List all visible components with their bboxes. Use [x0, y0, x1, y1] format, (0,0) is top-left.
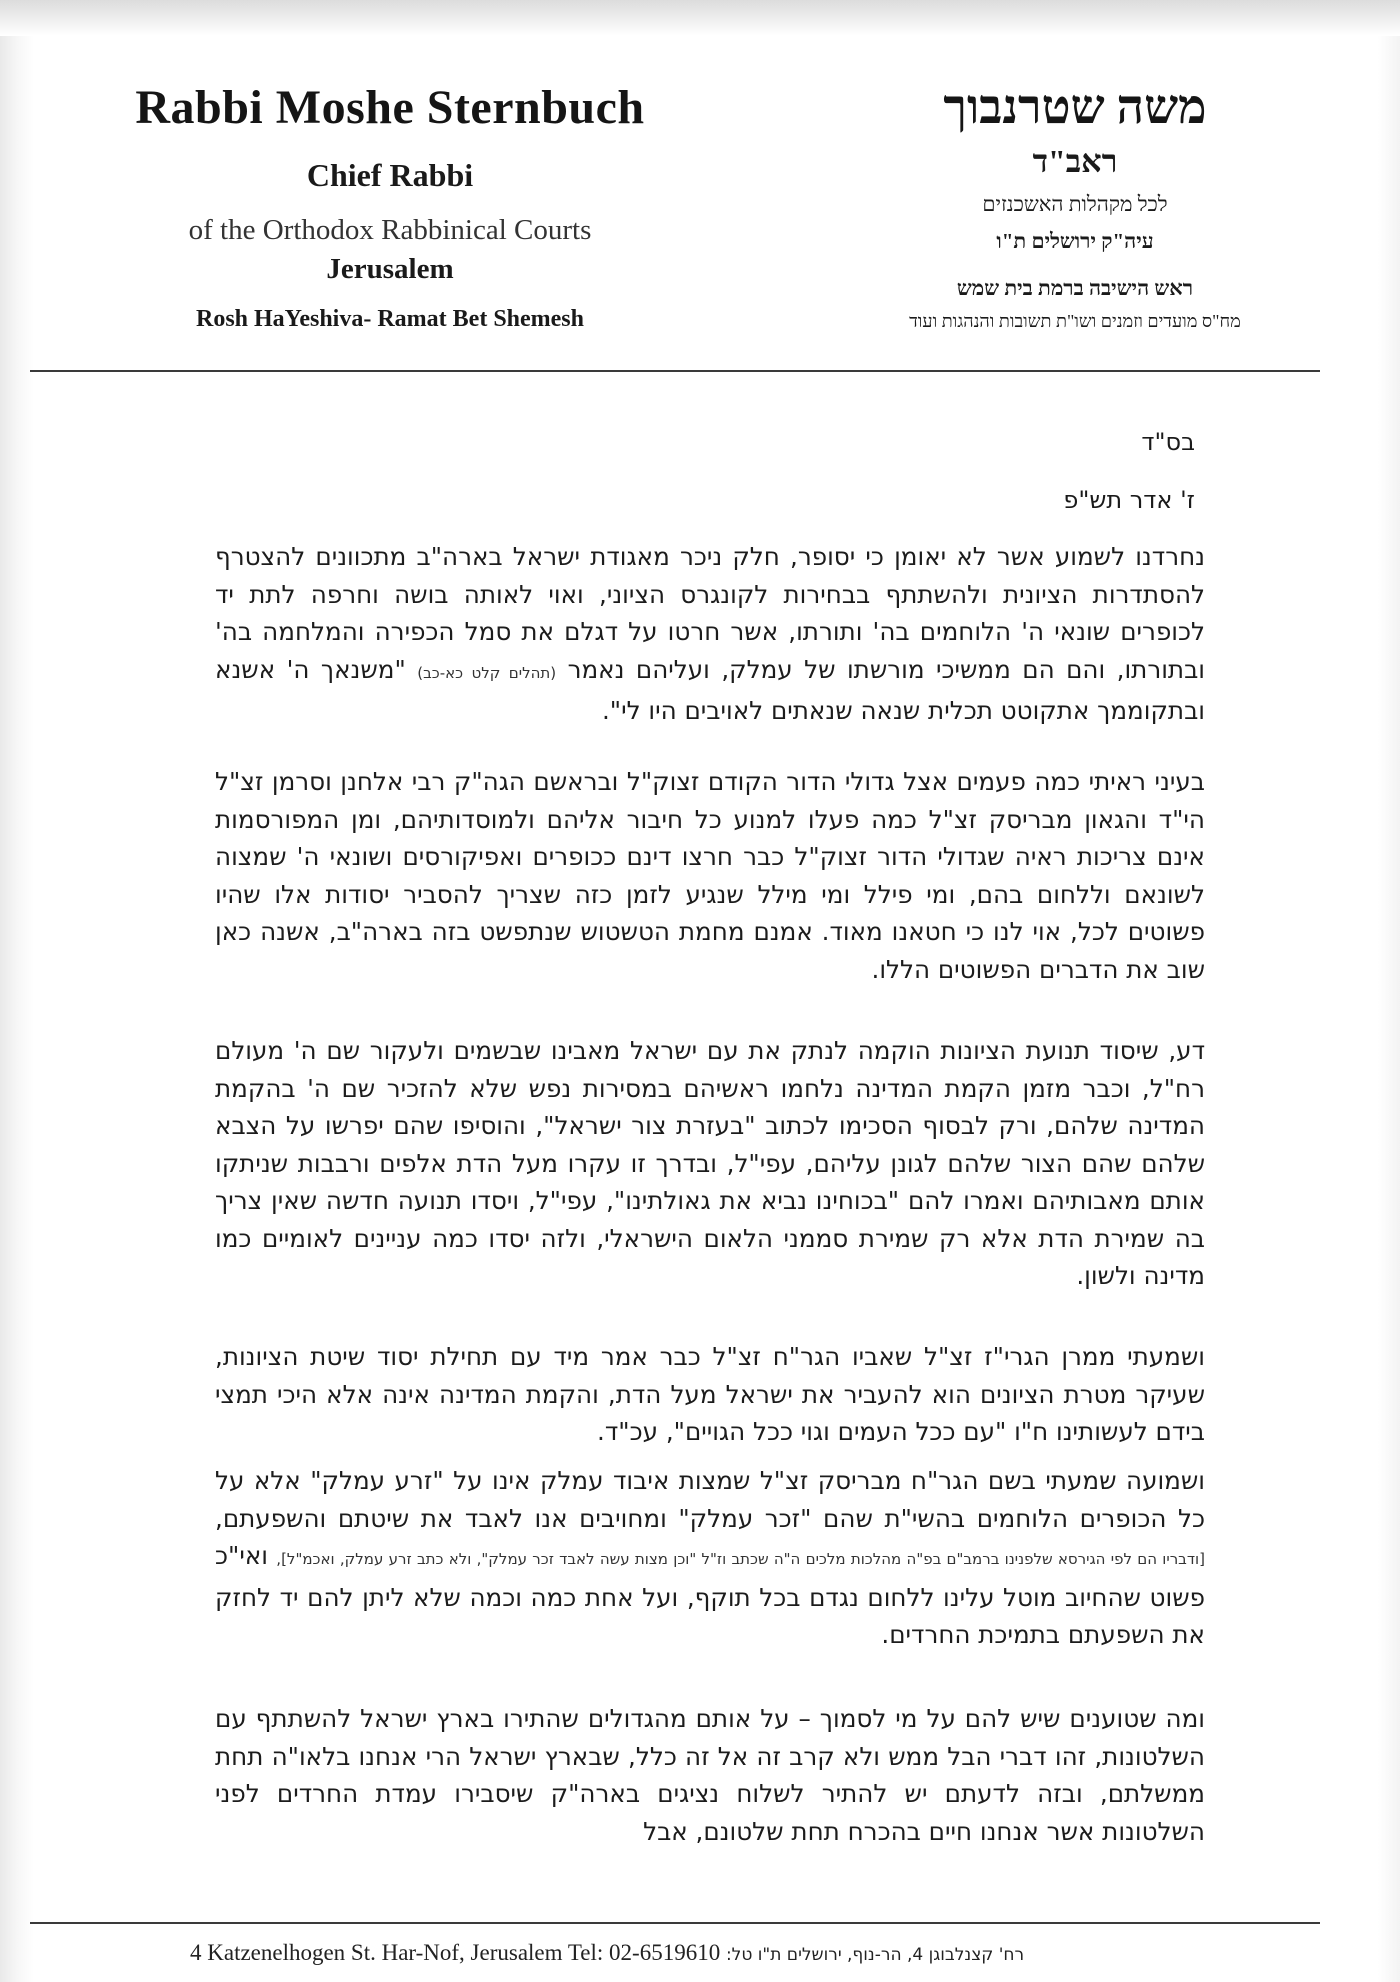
paragraph-1-text: נחרדנו לשמוע אשר לא יאומן כי יסופר, חלק ניכר מאגודת ישראל בארה"ב מתכוונים להצטרף להסתדרות הציונית ולהשתתף בבחירות לקונגרס הציוני, ואוי לאותה בושה וחרפה לתת יד לכופרים שונאי ה' הלוחמים בה' ותורתו, אשר חרטו על דגלם את סמל הכפירה והמלחמה בה' ובתורתו, והם הם ממשיכי מורשתו של עמלק, ועליהם נאמר	[215, 542, 1205, 684]
bsd-mark: בס"ד	[1141, 428, 1195, 456]
psalms-reference: (תהלים קלט כא-כב)	[417, 663, 557, 682]
footer-divider	[30, 1922, 1320, 1924]
paragraph-4: ושמעתי ממרן הגרי"ז זצ"ל שאביו הגר"ח זצ"ל כבר אמר מיד עם תחילת יסוד שיטת הציונות, שעיקר מטרת הציונים הוא להעביר את ישראל מעל הדת, והקמת המדינה אינה אלא היכי תמצי בידם לעשותינו ח"ו "עם ככל העמים וגוי ככל הגויים", עכ"ד.	[215, 1342, 1205, 1446]
scan-shadow	[0, 0, 1400, 36]
city-line: Jerusalem	[326, 253, 454, 285]
paragraph-5-conclusion: ואי"כ פשוט שהחיוב מוטל עלינו ללחום נגדם בכל תוקף, ועל אחת כמה וכמה שלא ליתן להם יד לחזק את השפעתם בתמיכת החרדים.	[215, 1541, 1205, 1649]
paragraph-5	[215, 1462, 1205, 1654]
hebrew-yeshiva-line: ראש הישיבה ברמת בית שמש	[956, 276, 1194, 300]
letterhead-hebrew	[840, 80, 1310, 332]
rabbi-name-hebrew: משה שטרנבוך	[943, 81, 1207, 134]
yeshiva-line: Rosh HaYeshiva- Ramat Bet Shemesh	[195, 306, 584, 332]
hebrew-books-line: מח"ס מועדים וזמנים ושו"ת תשובות והנהגות ועוד	[909, 311, 1241, 331]
footer-address-english: 4 Katzenelhogen St. Har-Nof, Jerusalem Tel: 02-6519610	[190, 1940, 721, 1965]
paragraph-5-text: ושמועה שמעתי בשם הגר"ח מבריסק זצ"ל שמצות איבוד עמלק אינו על "זרע עמלק" אלא על כל הכופרים הלוחמים בהשי"ת שהם "זכר עמלק" ומחויבים אנו לאבד את שיטתם והשפעתם,	[215, 1466, 1205, 1533]
paragraph-2: בעיני ראיתי כמה פעמים אצל גדולי הדור הקודם זצוק"ל ובראשם הגה"ק רבי אלחנן וסרמן זצ"ל הי"ד והגאון מבריסק זצ"ל כמה פעלו למנוע כל חיבור אליהם ולמוסדותיהם, ומן המפורסמות אינם צריכות ראיה שגדולי הדור זצוק"ל כבר חרצו דינם ככופרים ואפיקורסים ושונאי ה' שמצוה לשונאם וללחום בהם, ומי פילל ומי מילל שנגיע לזמן כזה שצריך להסביר יסודות אלו שהיו פשוטים לכל, אוי לנו כי חטאנו מאוד. אמנם מחמת הטשטוש שנתפשט בזה בארה"ב, אשנה כאן שוב את הדברים הפשוטים הללו.	[215, 767, 1205, 984]
rabbi-name-english: Rabbi Moshe Sternbuch	[135, 81, 645, 134]
rabbi-title-english: Chief Rabbi	[306, 157, 474, 193]
paragraph-6: ומה שטוענים שיש להם על מי לסמוך – על אותם מהגדולים שהתירו בארץ ישראל להשתתף עם השלטונות, זהו דברי הבל ממש ולא קרב זה אל זה כלל, שבארץ ישראל הרי אנחנו בלאו"ה תחת ממשלתם, ובזה לדעתם יש להתיר לשלוח נציגים בארה"ק שיסבירו עמדת החרדים לפני השלטונות אשר אנחנו חיים בהכרח תחת שלטונם, אבל	[215, 1704, 1205, 1846]
rambam-note: [ודבריו הם לפי הגירסא שלפנינו ברמב"ם בפ"ה מהלכות מלכים ה"ה שכתב וז"ל "וכן מצות עשה לאבד זכר עמלק", ולא כתב זרע עמלק, ואכמ"ל],	[276, 1550, 1205, 1568]
hebrew-community-line: לכל מקהלות האשכנזים	[982, 192, 1168, 216]
courts-line: of the Orthodox Rabbinical Courts	[188, 214, 592, 246]
footer-address	[190, 1940, 1350, 1966]
header-divider	[30, 370, 1320, 372]
paragraph-1-quote: "משנאך ה' אשנא ובתקוממך אתקוטט תכלית שנאה שנאתים לאויבים היו לי".	[215, 654, 1205, 725]
paragraph-3: דע, שיסוד תנועת הציונות הוקמה לנתק את עם ישראל מאבינו שבשמים ולעקור שם ה' מעולם רח"ל, וכבר מזמן הקמת המדינה נלחמו ראשיהם במסירות נפש שלא להזכיר שם ה' בהקמת המדינה שלהם, ורק לבסוף הסכימו לכתוב "בעזרת צור ישראל", והוסיפו שהם יפרשו על הצבא שלהם שהם הצור שלהם לגונן עליהם, עפי"ל, ובדרך זו עקרו מעל הדת אלפים ורבבות שניתקו אותם מאבותיהם ואמרו להם "בכוחינו נביא את גאולתינו", עפי"ל, ויסדו תנועה חדשה שאין צריך בה שמירת הדת אלא רק שמירת סממני הלאום הישראלי, ולזה יסדו כמה עניינים לאומיים כמו מדינה ולשון.	[215, 1036, 1205, 1290]
letterhead-english	[60, 80, 720, 333]
hebrew-city-line: עיה"ק ירושלים ת"ו	[996, 229, 1154, 253]
rabbi-title-hebrew: ראב"ד	[1032, 143, 1118, 179]
letter-date: ז' אדר תש"פ	[1063, 486, 1195, 514]
paragraph-1	[215, 538, 1205, 730]
footer-address-hebrew: רח' קצנלבוגן 4, הר-נוף, ירושלים ת"ו טל:	[725, 1945, 1025, 1965]
